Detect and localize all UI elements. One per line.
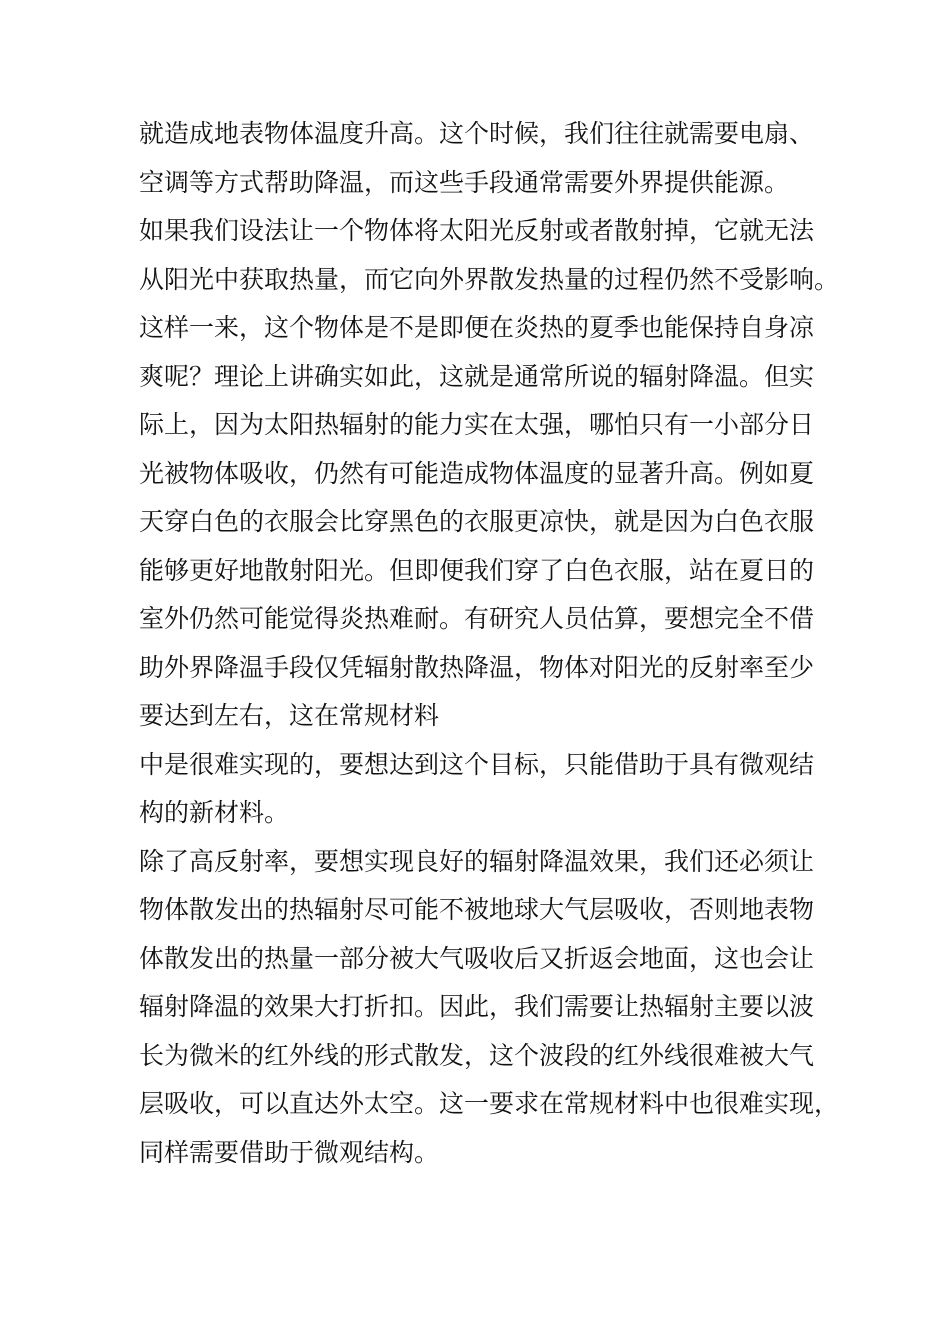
- text-line: 长为微米的红外线的形式散发，这个波段的红外线很难被大气: [139, 1040, 815, 1070]
- text-line: 光被物体吸收，仍然有可能造成物体温度的显著升高。例如夏: [139, 458, 815, 488]
- text-line: 要达到左右，这在常规材料: [139, 701, 440, 730]
- text-line: 如果我们设法让一个物体将太阳光反射或者散射掉，它就无法: [139, 216, 815, 245]
- text-line: 层吸收，可以直达外太空。这一要求在常规材料中也很难实现，: [139, 1089, 840, 1118]
- text-line: 体散发出的热量一部分被大气吸收后又折返会地面，这也会让: [139, 943, 815, 973]
- text-line: 辐射降温的效果大打折扣。因此，我们需要让热辐射主要以波: [139, 992, 815, 1021]
- text-line: 就造成地表物体温度升高。这个时候，我们往往就需要电扇、: [139, 119, 815, 148]
- text-line: 物体散发出的热辐射尽可能不被地球大气层吸收，否则地表物: [139, 895, 815, 924]
- text-line: 从阳光中获取热量，而它向外界散发热量的过程仍然不受影响。: [139, 264, 840, 294]
- text-line: 天穿白色的衣服会比穿黑色的衣服更凉快，就是因为白色衣服: [139, 507, 815, 536]
- text-line: 这样一来，这个物体是不是即便在炎热的夏季也能保持自身凉: [139, 313, 815, 342]
- text-line: 除了高反射率，要想实现良好的辐射降温效果，我们还必须让: [139, 846, 815, 876]
- text-line: 助外界降温手段仅凭辐射散热降温，物体对阳光的反射率至少: [139, 652, 815, 682]
- text-line: 爽呢？理论上讲确实如此，这就是通常所说的辐射降温。但实: [139, 361, 815, 391]
- text-line: 同样需要借助于微观结构。: [139, 1137, 440, 1167]
- text-line: 空调等方式帮助降温，而这些手段通常需要外界提供能源。: [139, 167, 790, 197]
- text-line: 室外仍然可能觉得炎热难耐。有研究人员估算，要想完全不借: [139, 604, 815, 633]
- text-line: 构的新材料。: [139, 798, 290, 827]
- text-line: 中是很难实现的，要想达到这个目标，只能借助于具有微观结: [139, 749, 815, 779]
- body-text: [139, 110, 859, 1177]
- text-line: 能够更好地散射阳光。但即便我们穿了白色衣服，站在夏日的: [139, 555, 815, 585]
- text-line: 际上，因为太阳热辐射的能力实在太强，哪怕只有一小部分日: [139, 410, 815, 439]
